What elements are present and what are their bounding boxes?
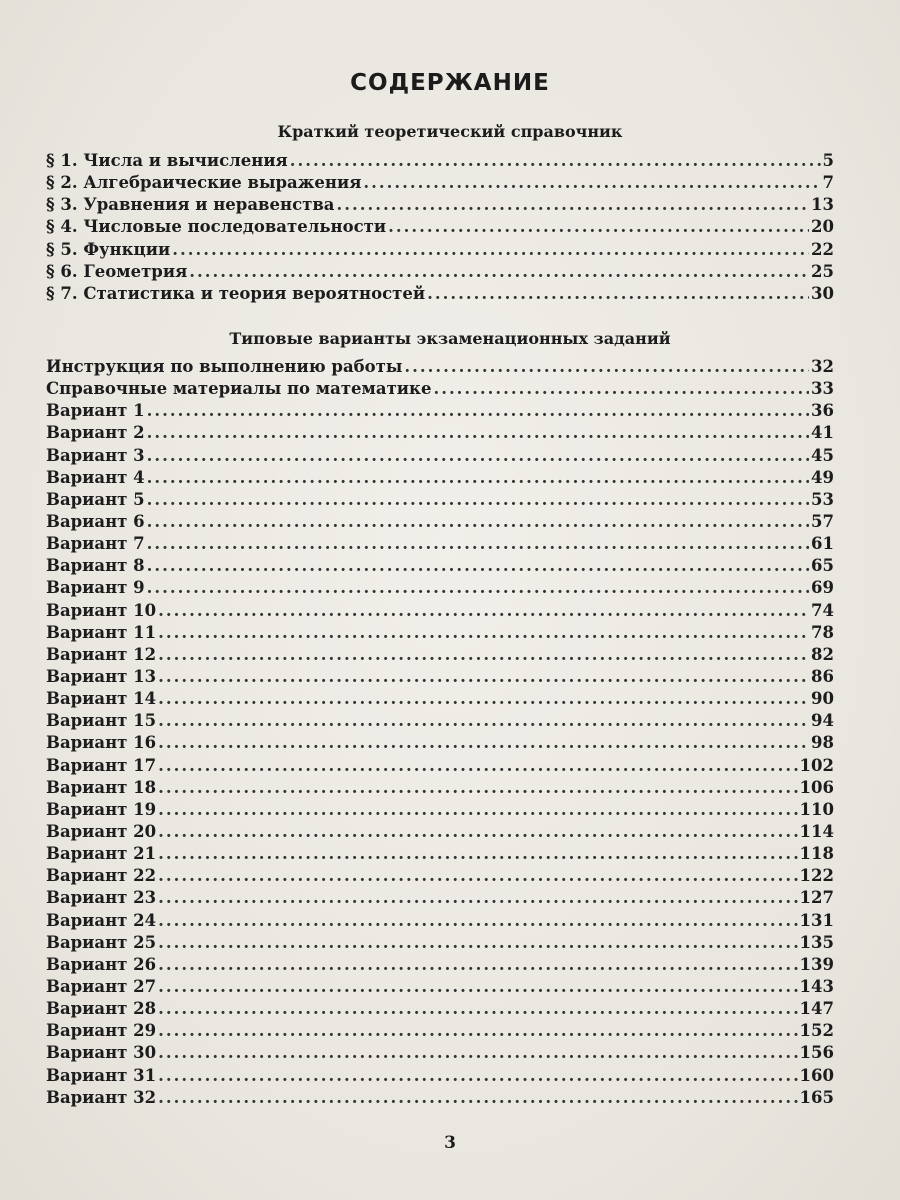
dot-leader (158, 866, 797, 885)
toc-entry-page: 143 (799, 976, 834, 996)
toc-entry-page: 127 (799, 888, 834, 908)
toc-entry-label: Вариант 10 (46, 600, 157, 620)
toc-entry-page: 25 (811, 261, 834, 281)
section-heading-reference: Краткий теоретический справочник (277, 122, 623, 141)
toc-entry-page: 65 (811, 556, 834, 576)
dot-leader (158, 601, 809, 620)
dot-leader (147, 468, 809, 487)
toc-entry-label: Вариант 3 (46, 445, 145, 465)
dot-leader (147, 512, 809, 531)
toc-entry[interactable] (46, 999, 834, 1021)
toc-entry[interactable] (46, 195, 834, 217)
toc-entry-label: Вариант 12 (46, 644, 157, 664)
toc-entry-label: Вариант 7 (46, 534, 145, 554)
toc-entry-page: 131 (799, 910, 834, 930)
toc-entry-page: 22 (811, 239, 834, 259)
dot-leader (147, 446, 809, 465)
dot-leader (158, 733, 809, 752)
toc-entry[interactable] (46, 173, 834, 195)
dot-leader (158, 911, 797, 930)
toc-entry-label: Вариант 20 (46, 821, 157, 841)
toc-entry[interactable] (46, 423, 834, 445)
toc-list-reference (46, 151, 834, 306)
toc-entry-label: § 6. Геометрия (46, 261, 188, 281)
toc-entry-label: Вариант 24 (46, 910, 157, 930)
dot-leader (290, 151, 821, 170)
toc-entry-page: 102 (799, 755, 834, 775)
toc-entry-page: 160 (799, 1065, 834, 1085)
dot-leader (158, 711, 809, 730)
toc-entry-page: 114 (799, 821, 834, 841)
toc-entry[interactable] (46, 933, 834, 955)
dot-leader (337, 195, 810, 214)
toc-entry-label: § 1. Числа и вычисления (46, 151, 288, 170)
dot-leader (147, 401, 809, 420)
dot-leader (158, 800, 797, 819)
toc-entry-page: 106 (799, 777, 834, 797)
toc-entry[interactable] (46, 151, 834, 173)
dot-leader (158, 1043, 797, 1062)
toc-entry[interactable] (46, 446, 834, 468)
toc-entry-label: Вариант 14 (46, 689, 157, 709)
toc-entry[interactable] (46, 711, 834, 733)
toc-entry-label: Вариант 31 (46, 1065, 157, 1085)
dot-leader (147, 534, 809, 553)
dot-leader (147, 578, 809, 597)
dot-leader (172, 240, 809, 259)
toc-entry-label: Вариант 11 (46, 622, 157, 642)
toc-entry-page: 30 (811, 283, 834, 303)
toc-entry[interactable] (46, 955, 834, 977)
toc-entry-page: 118 (799, 844, 834, 864)
toc-entry-page: 139 (799, 954, 834, 974)
toc-entry-page: 122 (799, 866, 834, 886)
toc-entry-label: Вариант 16 (46, 733, 157, 753)
toc-list-variants (46, 357, 834, 1110)
toc-entry-label: Справочные материалы по математике (46, 379, 432, 399)
toc-entry[interactable] (46, 284, 834, 306)
toc-entry-page: 94 (811, 711, 834, 731)
toc-entry-label: Вариант 28 (46, 999, 157, 1019)
toc-entry-page: 69 (811, 578, 834, 598)
dot-leader (158, 977, 797, 996)
toc-entry-page: 7 (822, 173, 834, 193)
toc-entry-label: Вариант 5 (46, 489, 145, 509)
toc-entry-page: 36 (811, 401, 834, 421)
toc-entry-page: 90 (811, 689, 834, 709)
toc-entry-page: 165 (799, 1087, 834, 1107)
page-title: СОДЕРЖАНИЕ (350, 70, 550, 96)
toc-entry-page: 32 (811, 357, 834, 376)
toc-entry-label: § 2. Алгебраические выражения (46, 173, 362, 193)
toc-entry-label: § 3. Уравнения и неравенства (46, 195, 335, 215)
page-number: 3 (444, 1133, 456, 1153)
dot-leader (427, 284, 809, 303)
toc-entry-label: Вариант 6 (46, 511, 145, 531)
toc-entry-page: 98 (811, 733, 834, 753)
toc-entry[interactable] (46, 401, 834, 423)
toc-entry[interactable] (46, 844, 834, 866)
toc-entry-page: 41 (811, 423, 834, 443)
toc-entry-page: 57 (811, 511, 834, 531)
toc-entry-label: Вариант 30 (46, 1043, 157, 1063)
toc-entry[interactable] (46, 601, 834, 623)
toc-entry-label: Вариант 15 (46, 711, 157, 731)
toc-entry[interactable] (46, 733, 834, 755)
toc-entry-label: Вариант 25 (46, 932, 157, 952)
toc-entry[interactable] (46, 623, 834, 645)
dot-leader (363, 173, 820, 192)
toc-entry-page: 49 (811, 467, 834, 487)
dot-leader (147, 423, 809, 442)
toc-entry[interactable] (46, 357, 834, 379)
dot-leader (158, 667, 809, 686)
toc-entry-page: 82 (811, 644, 834, 664)
toc-entry-page: 20 (811, 217, 834, 237)
toc-entry-label: Вариант 4 (46, 467, 145, 487)
toc-entry[interactable] (46, 490, 834, 512)
dot-leader (404, 357, 809, 376)
toc-entry[interactable] (46, 822, 834, 844)
toc-entry[interactable] (46, 468, 834, 490)
section-heading-variants: Типовые варианты экзаменационных заданий (229, 329, 671, 348)
toc-entry[interactable] (46, 1043, 834, 1065)
dot-leader (388, 217, 809, 236)
toc-entry[interactable] (46, 778, 834, 800)
toc-entry-page: 152 (799, 1021, 834, 1041)
toc-entry-label: Вариант 13 (46, 666, 157, 686)
toc-entry-page: 13 (811, 195, 834, 215)
dot-leader (433, 379, 809, 398)
toc-entry-page: 86 (811, 666, 834, 686)
toc-entry-label: Вариант 26 (46, 954, 157, 974)
toc-entry-label: Вариант 32 (46, 1087, 157, 1107)
toc-entry[interactable] (46, 556, 834, 578)
toc-entry-page: 74 (811, 600, 834, 620)
toc-entry[interactable] (46, 1088, 834, 1110)
toc-entry[interactable] (46, 756, 834, 778)
toc-entry-label: Вариант 27 (46, 976, 157, 996)
toc-entry-page: 53 (811, 489, 834, 509)
toc-entry[interactable] (46, 240, 834, 262)
toc-entry[interactable] (46, 911, 834, 933)
toc-entry[interactable] (46, 689, 834, 711)
dot-leader (189, 262, 809, 281)
toc-entry-page: 61 (811, 534, 834, 554)
dot-leader (158, 1066, 797, 1085)
dot-leader (158, 1021, 797, 1040)
toc-entry-label: Вариант 9 (46, 578, 145, 598)
dot-leader (158, 844, 797, 863)
toc-entry[interactable] (46, 645, 834, 667)
toc-entry-label: Вариант 29 (46, 1021, 157, 1041)
toc-entry-page: 33 (811, 379, 834, 399)
toc-entry[interactable] (46, 578, 834, 600)
toc-entry-label: Инструкция по выполнению работы (46, 357, 403, 376)
toc-entry[interactable] (46, 888, 834, 910)
toc-entry-label: § 5. Функции (46, 239, 171, 259)
dot-leader (158, 888, 797, 907)
toc-entry[interactable] (46, 262, 834, 284)
toc-entry[interactable] (46, 534, 834, 556)
toc-entry-page: 78 (811, 622, 834, 642)
toc-entry-page: 110 (799, 799, 834, 819)
toc-entry-page: 156 (799, 1043, 834, 1063)
toc-entry[interactable] (46, 667, 834, 689)
toc-entry[interactable] (46, 977, 834, 999)
toc-entry-page: 45 (811, 445, 834, 465)
toc-entry[interactable] (46, 1066, 834, 1088)
toc-entry-page: 147 (799, 999, 834, 1019)
toc-entry-label: § 7. Статистика и теория вероятностей (46, 283, 426, 303)
toc-entry-label: Вариант 21 (46, 844, 157, 864)
dot-leader (158, 1088, 797, 1107)
toc-entry-label: Вариант 22 (46, 866, 157, 886)
dot-leader (147, 556, 809, 575)
dot-leader (158, 778, 797, 797)
toc-entry[interactable] (46, 512, 834, 534)
toc-entry-label: Вариант 23 (46, 888, 157, 908)
toc-entry-label: Вариант 2 (46, 423, 145, 443)
dot-leader (158, 689, 809, 708)
toc-entry-label: Вариант 17 (46, 755, 157, 775)
toc-entry-label: Вариант 8 (46, 556, 145, 576)
toc-entry-label: § 4. Числовые последовательности (46, 217, 387, 237)
dot-leader (158, 999, 797, 1018)
toc-entry[interactable] (46, 217, 834, 239)
toc-entry-page: 5 (822, 151, 834, 170)
dot-leader (158, 955, 797, 974)
dot-leader (158, 822, 797, 841)
dot-leader (158, 756, 797, 775)
dot-leader (147, 490, 809, 509)
dot-leader (158, 623, 809, 642)
dot-leader (158, 645, 809, 664)
dot-leader (158, 933, 797, 952)
toc-entry[interactable] (46, 866, 834, 888)
toc-entry[interactable] (46, 379, 834, 401)
toc-entry[interactable] (46, 1021, 834, 1043)
toc-entry-page: 135 (799, 932, 834, 952)
toc-entry-label: Вариант 19 (46, 799, 157, 819)
toc-entry-label: Вариант 18 (46, 777, 157, 797)
toc-entry[interactable] (46, 800, 834, 822)
toc-entry-label: Вариант 1 (46, 401, 145, 421)
